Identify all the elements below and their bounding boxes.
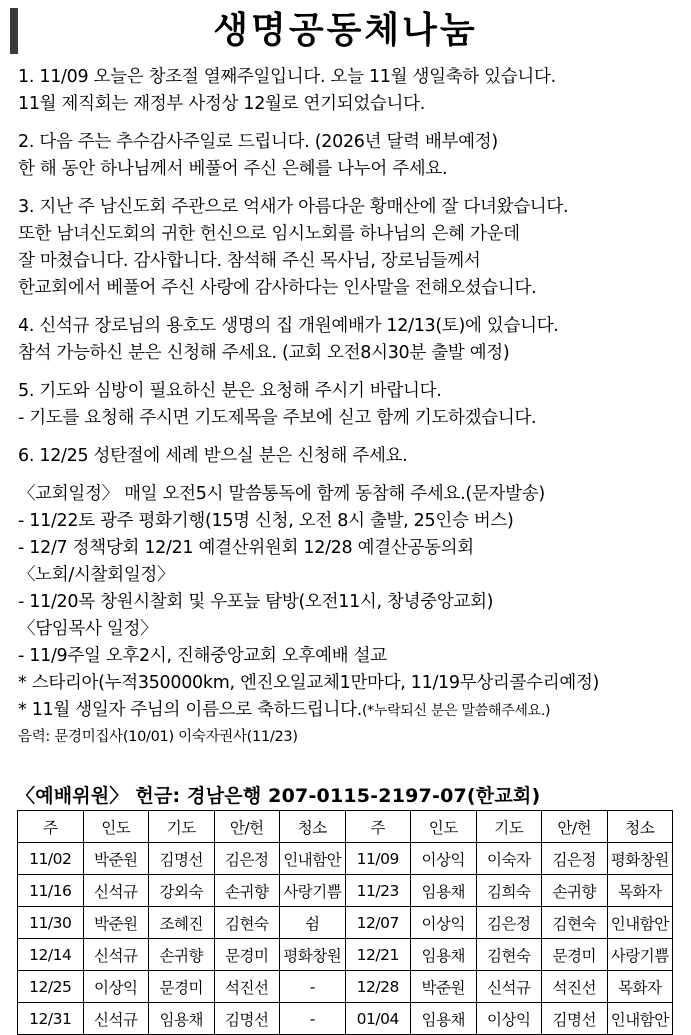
announcement-line: 5. 기도와 심방이 필요하신 분은 요청해 주시기 바랍니다. — [18, 381, 442, 401]
table-cell: 인내함안 — [607, 1003, 673, 1035]
schedule-item: - 11/22토 광주 평화기행(15명 신청, 오전 8시 출발, 25인승 버스) — [18, 511, 514, 531]
table-cell: 사랑기쁨 — [607, 939, 673, 971]
table-cell: 석진선 — [214, 971, 280, 1003]
announcements — [18, 64, 684, 751]
table-cell: 김명선 — [214, 1003, 280, 1035]
table-row — [18, 1003, 673, 1035]
table-cell: 12/25 — [18, 971, 84, 1003]
table-cell: 11/23 — [345, 875, 411, 907]
table-cell: 인내함안 — [280, 843, 346, 875]
table-row — [18, 843, 673, 875]
table-header-row — [18, 811, 673, 843]
page-title: 생명공동체나눔 — [213, 10, 478, 51]
table-cell: 김현숙 — [542, 907, 608, 939]
table-cell: 12/07 — [345, 907, 411, 939]
column-header: 인도 — [83, 811, 149, 843]
table-cell: 12/28 — [345, 971, 411, 1003]
table-cell: 박준원 — [411, 971, 477, 1003]
table-cell: 손귀향 — [149, 939, 215, 971]
table-cell: 평화창원 — [607, 843, 673, 875]
schedule-item: - 11/20목 창원시찰회 및 우포늪 탐방(오전11시, 창녕중앙교회) — [18, 592, 494, 612]
announcement-line: 3. 지난 주 남신도회 주관으로 억새가 아름다운 황매산에 잘 다녀왔습니다. — [18, 197, 569, 217]
announcement-item-5 — [18, 378, 684, 432]
announcement-item-1 — [18, 64, 684, 118]
schedule-item: - 11/9주일 오후2시, 진해중앙교회 오후예배 설교 — [18, 646, 387, 666]
announcement-line: 한교회에서 베풀어 주신 사랑에 감사하다는 인사말을 전해오셨습니다. — [18, 278, 537, 298]
table-cell: 목화자 — [607, 875, 673, 907]
table-cell: 김희숙 — [476, 875, 542, 907]
church-schedule-header: 〈교회일정〉 매일 오전5시 말씀통독에 함께 동참해 주세요.(문자발송) — [18, 484, 545, 504]
table-cell: 김현숙 — [476, 939, 542, 971]
table-cell: 사랑기쁨 — [280, 875, 346, 907]
birthday-footnote: (*누락되신 분은 말씀해주세요.) — [361, 703, 551, 719]
column-header: 청소 — [280, 811, 346, 843]
table-cell: 이상익 — [83, 971, 149, 1003]
table-cell: 11/02 — [18, 843, 84, 875]
schedule-item: - 12/7 정책당회 12/21 예결산위원회 12/28 예결산공동의회 — [18, 538, 474, 558]
vehicle-note: * 스타리아(누적350000km, 엔진오일교체1만마다, 11/19무상리콜수리예정) — [18, 673, 600, 693]
column-header: 기도 — [476, 811, 542, 843]
table-cell: - — [280, 1003, 346, 1035]
table-row — [18, 875, 673, 907]
column-header: 기도 — [149, 811, 215, 843]
announcement-line: 참석 가능하신 분은 신청해 주세요. (교회 오전8시30분 출발 예정) — [18, 343, 510, 363]
announcement-line: 6. 12/25 성탄절에 세례 받으실 분은 신청해 주세요. — [18, 446, 408, 466]
table-cell: 김은정 — [214, 843, 280, 875]
table-cell: 인내함안 — [607, 907, 673, 939]
presbytery-schedule-header: 〈노회/시찰회일정〉 — [18, 565, 175, 585]
column-header: 주 — [345, 811, 411, 843]
table-cell: 이상익 — [411, 843, 477, 875]
table-cell: 01/04 — [345, 1003, 411, 1035]
column-header: 청소 — [607, 811, 673, 843]
announcement-item-2 — [18, 129, 684, 183]
announcement-line: 잘 마쳤습니다. 감사합니다. 참석해 주신 목사님, 장로님들께서 — [18, 251, 481, 271]
announcement-line: 또한 남녀신도회의 귀한 헌신으로 임시노회를 하나님의 은혜 가운데 — [18, 224, 520, 244]
announcement-item-3 — [18, 194, 684, 302]
table-cell: 11/16 — [18, 875, 84, 907]
announcement-line: 한 해 동안 하나님께서 베풀어 주신 은혜를 나누어 주세요. — [18, 159, 448, 179]
table-cell: 석진선 — [542, 971, 608, 1003]
column-header: 안/헌 — [214, 811, 280, 843]
column-header: 주 — [18, 811, 84, 843]
table-cell: 조혜진 — [149, 907, 215, 939]
lunar-birthdays: 음력: 문경미집사(10/01) 이숙자권사(11/23) — [18, 729, 298, 745]
table-cell: 임용채 — [411, 875, 477, 907]
table-cell: 12/21 — [345, 939, 411, 971]
announcement-line: 1. 11/09 오늘은 창조절 열째주일입니다. 오늘 11월 생일축하 있습니다. — [18, 67, 556, 87]
column-header: 인도 — [411, 811, 477, 843]
table-cell: 박준원 — [83, 907, 149, 939]
table-cell: 이상익 — [476, 1003, 542, 1035]
table-cell: 평화창원 — [280, 939, 346, 971]
worship-duty-table — [17, 810, 673, 1035]
table-cell: 12/31 — [18, 1003, 84, 1035]
table-cell: 문경미 — [149, 971, 215, 1003]
table-cell: 임용채 — [411, 939, 477, 971]
announcement-line: 4. 신석규 장로님의 용호도 생명의 집 개원예배가 12/13(토)에 있습니다. — [18, 316, 559, 336]
table-cell: 임용채 — [411, 1003, 477, 1035]
table-cell: 이상익 — [411, 907, 477, 939]
table-cell: 쉼 — [280, 907, 346, 939]
table-row — [18, 971, 673, 1003]
table-cell: 김은정 — [542, 843, 608, 875]
announcement-line: 11월 제직회는 재정부 사정상 12월로 연기되었습니다. — [18, 94, 426, 114]
table-cell: 11/30 — [18, 907, 84, 939]
birthday-text: * 11월 생일자 주님의 이름으로 축하드립니다. — [18, 700, 362, 720]
table-cell: 문경미 — [542, 939, 608, 971]
table-row — [18, 907, 673, 939]
table-cell: 박준원 — [83, 843, 149, 875]
table-cell: 이숙자 — [476, 843, 542, 875]
column-header: 안/헌 — [542, 811, 608, 843]
table-cell: 손귀향 — [542, 875, 608, 907]
table-cell: 김현숙 — [214, 907, 280, 939]
table-cell: 김명선 — [149, 843, 215, 875]
announcement-line: - 기도를 요청해 주시면 기도제목을 주보에 싣고 함께 기도하겠습니다. — [18, 408, 537, 428]
table-cell: 신석규 — [476, 971, 542, 1003]
table-cell: 김은정 — [476, 907, 542, 939]
worship-duty-header: 〈예배위원〉 헌금: 경남은행 207-0115-2197-07(한교회) — [16, 785, 541, 807]
table-cell: 문경미 — [214, 939, 280, 971]
table-cell: 목화자 — [607, 971, 673, 1003]
table-cell: 신석규 — [83, 1003, 149, 1035]
announcement-item-6 — [18, 443, 684, 470]
table-cell: 김명선 — [542, 1003, 608, 1035]
announcement-item-4 — [18, 313, 684, 367]
table-cell: 임용채 — [149, 1003, 215, 1035]
schedule-section — [18, 481, 684, 751]
pastor-schedule-header: 〈담임목사 일정〉 — [18, 619, 158, 639]
table-row — [18, 939, 673, 971]
table-cell: 12/14 — [18, 939, 84, 971]
table-cell: 강외숙 — [149, 875, 215, 907]
announcement-line: 2. 다음 주는 추수감사주일로 드립니다. (2026년 달력 배부예정) — [18, 132, 498, 152]
birthday-note — [18, 697, 684, 724]
table-cell: 신석규 — [83, 939, 149, 971]
table-cell: 신석규 — [83, 875, 149, 907]
table-cell: 11/09 — [345, 843, 411, 875]
table-cell: 손귀향 — [214, 875, 280, 907]
table-cell: - — [280, 971, 346, 1003]
title-bar — [10, 6, 681, 56]
